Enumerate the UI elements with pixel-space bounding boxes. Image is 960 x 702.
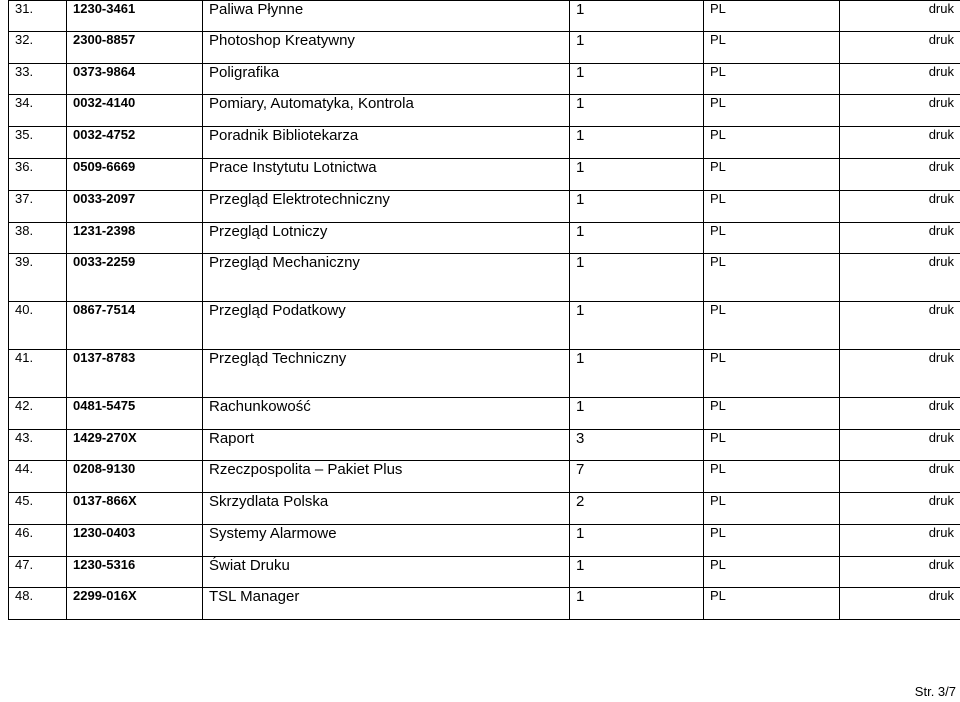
issn: 0481-5475: [67, 398, 203, 430]
title: Świat Druku: [203, 557, 570, 588]
table-row: [9, 32, 960, 64]
table-row: [9, 398, 960, 430]
issn: 2299-016X: [67, 588, 203, 620]
row-number: 43.: [9, 430, 67, 461]
format: druk: [840, 398, 960, 430]
row-number: 47.: [9, 557, 67, 588]
language: PL: [704, 32, 840, 64]
count: 1: [570, 64, 704, 95]
title: Paliwa Płynne: [203, 1, 570, 32]
issn: 0032-4140: [67, 95, 203, 127]
row-number: 34.: [9, 95, 67, 127]
table-row: [9, 159, 960, 191]
row-number: 35.: [9, 127, 67, 159]
title: Photoshop Kreatywny: [203, 32, 570, 64]
table-row: [9, 525, 960, 557]
language: PL: [704, 95, 840, 127]
row-number: 45.: [9, 493, 67, 525]
count: 1: [570, 557, 704, 588]
count: 1: [570, 95, 704, 127]
row-number: 40.: [9, 302, 67, 350]
format: druk: [840, 95, 960, 127]
table-row: [9, 254, 960, 302]
issn: 1231-2398: [67, 223, 203, 254]
language: PL: [704, 588, 840, 620]
format: druk: [840, 223, 960, 254]
title: Przegląd Podatkowy: [203, 302, 570, 350]
table-row: [9, 350, 960, 398]
title: Przegląd Techniczny: [203, 350, 570, 398]
count: 1: [570, 525, 704, 557]
table-row: [9, 588, 960, 620]
table-row: [9, 430, 960, 461]
title: Przegląd Lotniczy: [203, 223, 570, 254]
issn: 1429-270X: [67, 430, 203, 461]
table-row: [9, 223, 960, 254]
count: 1: [570, 254, 704, 302]
table-row: [9, 95, 960, 127]
language: PL: [704, 493, 840, 525]
row-number: 44.: [9, 461, 67, 493]
format: druk: [840, 32, 960, 64]
language: PL: [704, 461, 840, 493]
language: PL: [704, 127, 840, 159]
table-row: [9, 493, 960, 525]
table-row: [9, 64, 960, 95]
title: Pomiary, Automatyka, Kontrola: [203, 95, 570, 127]
format: druk: [840, 159, 960, 191]
format: druk: [840, 64, 960, 95]
language: PL: [704, 223, 840, 254]
count: 1: [570, 1, 704, 32]
issn: 2300-8857: [67, 32, 203, 64]
format: druk: [840, 461, 960, 493]
count: 1: [570, 588, 704, 620]
table-row: [9, 557, 960, 588]
row-number: 36.: [9, 159, 67, 191]
issn: 0208-9130: [67, 461, 203, 493]
periodicals-table: [8, 0, 960, 620]
format: druk: [840, 430, 960, 461]
table-row: [9, 1, 960, 32]
count: 3: [570, 430, 704, 461]
format: druk: [840, 588, 960, 620]
title: Rzeczpospolita – Pakiet Plus: [203, 461, 570, 493]
count: 1: [570, 398, 704, 430]
language: PL: [704, 191, 840, 223]
title: TSL Manager: [203, 588, 570, 620]
row-number: 33.: [9, 64, 67, 95]
format: druk: [840, 525, 960, 557]
issn: 0509-6669: [67, 159, 203, 191]
title: Poligrafika: [203, 64, 570, 95]
title: Przegląd Elektrotechniczny: [203, 191, 570, 223]
row-number: 46.: [9, 525, 67, 557]
count: 1: [570, 191, 704, 223]
table-row: [9, 461, 960, 493]
row-number: 37.: [9, 191, 67, 223]
count: 1: [570, 127, 704, 159]
title: Przegląd Mechaniczny: [203, 254, 570, 302]
issn: 1230-0403: [67, 525, 203, 557]
row-number: 41.: [9, 350, 67, 398]
table-row: [9, 191, 960, 223]
language: PL: [704, 525, 840, 557]
row-number: 48.: [9, 588, 67, 620]
format: druk: [840, 127, 960, 159]
count: 7: [570, 461, 704, 493]
language: PL: [704, 159, 840, 191]
issn: 0137-8783: [67, 350, 203, 398]
title: Prace Instytutu Lotnictwa: [203, 159, 570, 191]
issn: 1230-5316: [67, 557, 203, 588]
table-row: [9, 302, 960, 350]
count: 1: [570, 223, 704, 254]
issn: 0867-7514: [67, 302, 203, 350]
language: PL: [704, 254, 840, 302]
title: Poradnik Bibliotekarza: [203, 127, 570, 159]
format: druk: [840, 557, 960, 588]
language: PL: [704, 1, 840, 32]
row-number: 39.: [9, 254, 67, 302]
format: druk: [840, 254, 960, 302]
issn: 0137-866X: [67, 493, 203, 525]
count: 1: [570, 350, 704, 398]
format: druk: [840, 302, 960, 350]
page-number: Str. 3/7: [914, 684, 956, 699]
count: 1: [570, 302, 704, 350]
language: PL: [704, 350, 840, 398]
count: 2: [570, 493, 704, 525]
row-number: 38.: [9, 223, 67, 254]
language: PL: [704, 430, 840, 461]
count: 1: [570, 159, 704, 191]
format: druk: [840, 493, 960, 525]
language: PL: [704, 557, 840, 588]
count: 1: [570, 32, 704, 64]
table-row: [9, 127, 960, 159]
format: druk: [840, 350, 960, 398]
format: druk: [840, 191, 960, 223]
issn: 0033-2097: [67, 191, 203, 223]
language: PL: [704, 398, 840, 430]
title: Skrzydlata Polska: [203, 493, 570, 525]
row-number: 32.: [9, 32, 67, 64]
title: Systemy Alarmowe: [203, 525, 570, 557]
row-number: 42.: [9, 398, 67, 430]
row-number: 31.: [9, 1, 67, 32]
issn: 0033-2259: [67, 254, 203, 302]
title: Raport: [203, 430, 570, 461]
issn: 0032-4752: [67, 127, 203, 159]
format: druk: [840, 1, 960, 32]
issn: 1230-3461: [67, 1, 203, 32]
language: PL: [704, 64, 840, 95]
title: Rachunkowość: [203, 398, 570, 430]
language: PL: [704, 302, 840, 350]
issn: 0373-9864: [67, 64, 203, 95]
